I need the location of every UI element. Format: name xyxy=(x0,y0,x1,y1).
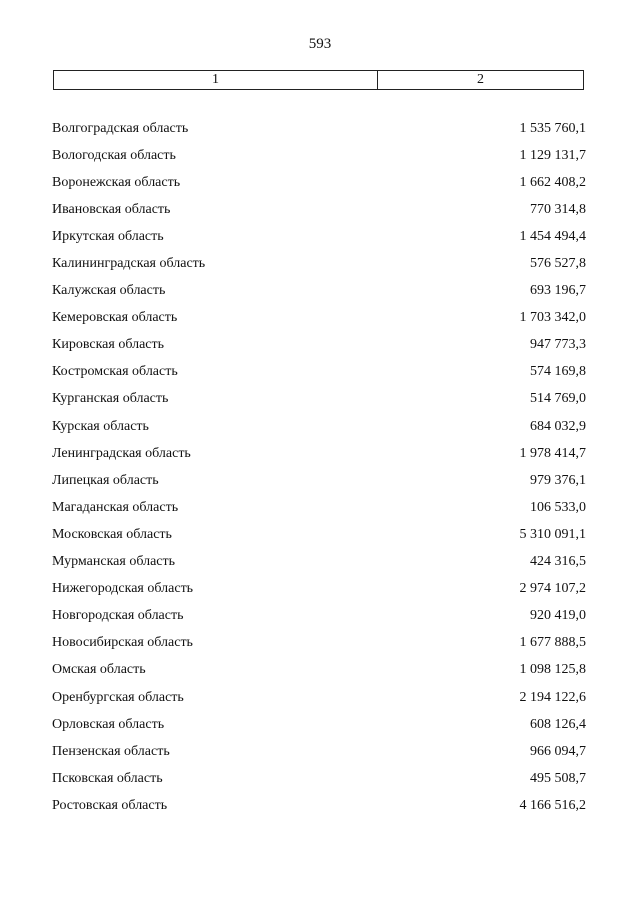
table-row xyxy=(52,359,586,386)
table-body xyxy=(52,115,586,819)
region-name: Калужская область xyxy=(52,283,166,299)
region-name: Орловская область xyxy=(52,716,165,732)
region-name: Костромская область xyxy=(52,364,178,380)
region-value: 1 703 342,0 xyxy=(519,310,586,326)
table-row xyxy=(52,738,586,765)
region-value: 684 032,9 xyxy=(530,418,586,434)
table-row xyxy=(52,576,586,603)
region-value: 574 169,8 xyxy=(530,364,586,380)
region-value: 920 419,0 xyxy=(530,608,586,624)
table-row xyxy=(52,332,586,359)
column-header-2: 2 xyxy=(477,72,484,87)
region-value: 1 677 888,5 xyxy=(519,635,586,651)
region-value: 979 376,1 xyxy=(530,472,586,488)
region-name: Нижегородская область xyxy=(52,581,194,597)
region-name: Курганская область xyxy=(52,391,169,407)
region-value: 4 166 516,2 xyxy=(519,797,586,813)
table-row xyxy=(52,223,586,250)
table-row xyxy=(52,494,586,521)
table-row xyxy=(52,765,586,792)
region-name: Оренбургская область xyxy=(52,689,184,705)
region-name: Волгоградская область xyxy=(52,120,189,136)
region-name: Курская область xyxy=(52,418,149,434)
table-row xyxy=(52,278,586,305)
table-row xyxy=(52,440,586,467)
region-name: Кемеровская область xyxy=(52,310,178,326)
region-name: Липецкая область xyxy=(52,472,159,488)
region-value: 1 978 414,7 xyxy=(519,445,586,461)
region-name: Московская область xyxy=(52,526,172,542)
region-value: 576 527,8 xyxy=(530,256,586,272)
region-value: 424 316,5 xyxy=(530,554,586,570)
region-value: 770 314,8 xyxy=(530,201,586,217)
table-row xyxy=(52,467,586,494)
table-row xyxy=(52,250,586,277)
region-value: 1 662 408,2 xyxy=(519,174,586,190)
region-value: 2 194 122,6 xyxy=(519,689,586,705)
region-value: 693 196,7 xyxy=(530,283,586,299)
region-value: 5 310 091,1 xyxy=(519,526,586,542)
region-name: Иркутская область xyxy=(52,228,164,244)
table-row xyxy=(52,305,586,332)
table-row xyxy=(52,196,586,223)
region-value: 514 769,0 xyxy=(530,391,586,407)
region-value: 1 535 760,1 xyxy=(519,120,586,136)
column-header-1: 1 xyxy=(54,71,378,89)
table-row xyxy=(52,386,586,413)
region-value: 1 098 125,8 xyxy=(519,662,586,678)
table-row xyxy=(52,630,586,657)
table-header xyxy=(53,70,584,90)
region-value: 495 508,7 xyxy=(530,770,586,786)
table-row xyxy=(52,115,586,142)
region-name: Кировская область xyxy=(52,337,165,353)
region-name: Псковская область xyxy=(52,770,163,786)
region-name: Ленинградская область xyxy=(52,445,191,461)
region-value: 2 974 107,2 xyxy=(519,581,586,597)
table-row xyxy=(52,792,586,819)
region-name: Пензенская область xyxy=(52,743,170,759)
region-name: Воронежская область xyxy=(52,174,181,190)
table-row xyxy=(52,549,586,576)
table-row xyxy=(52,169,586,196)
region-name: Калининградская область xyxy=(52,256,206,272)
table-row xyxy=(52,684,586,711)
region-value: 106 533,0 xyxy=(530,499,586,515)
table-row xyxy=(52,142,586,169)
region-value: 608 126,4 xyxy=(530,716,586,732)
region-name: Вологодская область xyxy=(52,147,176,163)
table-row xyxy=(52,603,586,630)
region-name: Мурманская область xyxy=(52,554,176,570)
region-name: Омская область xyxy=(52,662,146,678)
region-name: Магаданская область xyxy=(52,499,179,515)
table-row xyxy=(52,521,586,548)
region-name: Ростовская область xyxy=(52,797,168,813)
table-row xyxy=(52,657,586,684)
region-value: 966 094,7 xyxy=(530,743,586,759)
region-name: Новгородская область xyxy=(52,608,184,624)
region-value: 1 129 131,7 xyxy=(519,147,586,163)
page-number: 593 xyxy=(308,36,332,52)
region-name: Новосибирская область xyxy=(52,635,193,651)
table-row xyxy=(52,413,586,440)
region-value: 947 773,3 xyxy=(530,337,586,353)
table-row xyxy=(52,711,586,738)
region-name: Ивановская область xyxy=(52,201,171,217)
region-value: 1 454 494,4 xyxy=(519,228,586,244)
